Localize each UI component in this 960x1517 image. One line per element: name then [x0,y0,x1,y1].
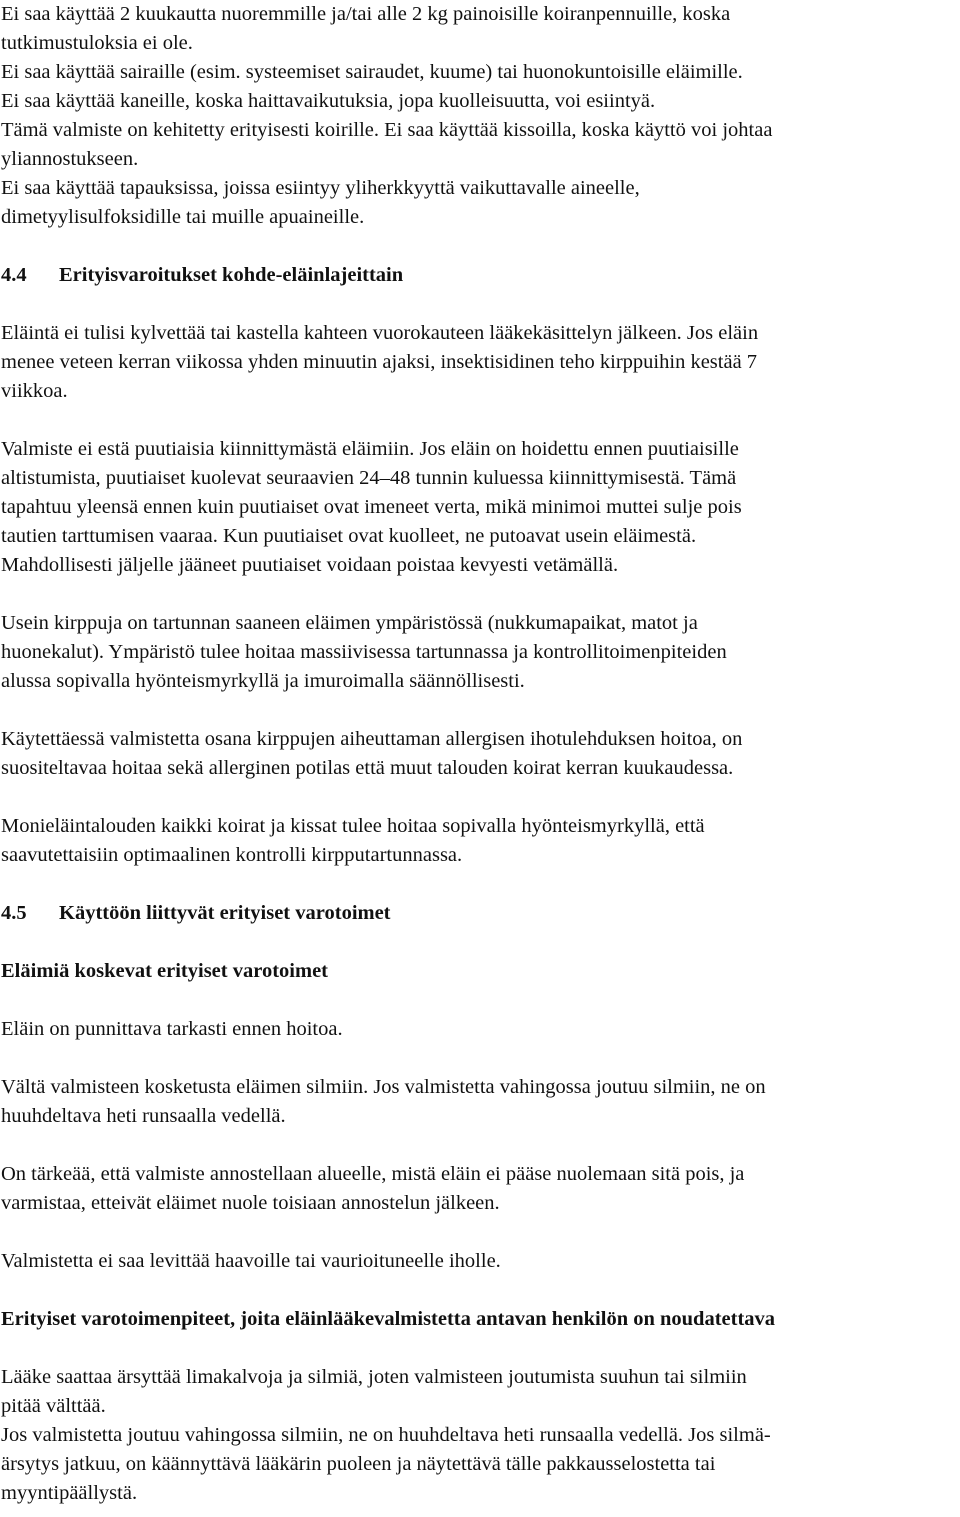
text-line: menee veteen kerran viikossa yhden minuutin ajaksi, insektisidinen teho kirppuihin kestää 7 [1,351,758,373]
paragraph [1,1073,959,1131]
subheading-animal-precautions: Eläimiä koskevat erityiset varotoimet [1,960,328,982]
text-line: pitää välttää. [1,1395,106,1417]
section-number: 4.4 [1,264,27,286]
text-line: Tämä valmiste on kehitetty erityisesti koirille. Ei saa käyttää kissoilla, koska käyttö voi johtaa [1,119,773,141]
text-line: huonekalut). Ympäristö tulee hoitaa massiivisessa tartunnassa ja kontrollitoimenpiteiden [1,641,727,663]
text-line: altistumista, puutiaiset kuolevat seuraavien 24–48 tunnin kuluessa kiinnittymisestä. Tämä [1,467,737,489]
text-line: Eläintä ei tulisi kylvettää tai kastella kahteen vuorokauteen lääkekäsittelyn jälkeen. Jos eläin [1,322,759,344]
text-line: yliannostukseen. [1,148,139,170]
text-line: tutkimustuloksia ei ole. [1,32,193,54]
text-line: Valmistetta ei saa levittää haavoille tai vaurioituneelle iholle. [1,1250,501,1272]
section-heading-4-5 [1,899,959,928]
text-line: Vältä valmisteen kosketusta eläimen silmiin. Jos valmistetta vahingossa joutuu silmiin, ne on [1,1076,766,1098]
text-line: alussa sopivalla hyönteismyrkyllä ja imuroimalla säännöllisesti. [1,670,525,692]
text-line: varmistaa, etteivät eläimet nuole toisiaan annostelun jälkeen. [1,1192,500,1214]
subheading-handler-precautions: Erityiset varotoimenpiteet, joita eläinlääkevalmistetta antavan henkilön on noudatettava [1,1308,776,1330]
text-line: myyntipäällystä. [1,1482,138,1504]
paragraph [1,609,959,696]
text-line: Ei saa käyttää tapauksissa, joissa esiintyy yliherkkyyttä vaikuttavalle aineelle, [1,177,640,199]
text-line: Valmiste ei estä puutiaisia kiinnittymästä eläimiin. Jos eläin on hoidettu ennen puutiaisille [1,438,739,460]
text-line: tapahtuu yleensä ennen kuin puutiaiset ovat imeneet verta, mikä minimoi muttei sulje pois [1,496,742,518]
paragraph [1,435,959,580]
paragraph [1,1160,959,1218]
section-title: Erityisvaroitukset kohde-eläinlajeittain [59,264,404,286]
text-line: Jos valmistetta joutuu vahingossa silmiin, ne on huuhdeltava heti runsaalla vedellä. Jos silmä- [1,1424,771,1446]
section-title: Käyttöön liittyvät erityiset varotoimet [59,902,391,924]
text-line: tautien tarttumisen vaaraa. Kun puutiaiset ovat kuolleet, ne putoavat usein eläimestä. [1,525,697,547]
text-line: viikkoa. [1,380,68,402]
paragraph [1,1247,959,1276]
paragraph [1,1363,959,1508]
text-line: Ei saa käyttää 2 kuukautta nuoremmille ja/tai alle 2 kg painoisille koiranpennuille, koska [1,3,731,25]
paragraph [1,319,959,406]
text-line: Ei saa käyttää sairaille (esim. systeemiset sairaudet, kuume) tai huonokuntoisille eläimille. [1,61,743,83]
text-line: ärsytys jatkuu, on käännyttävä lääkärin puoleen ja näytettävä tälle pakkausselostetta tai [1,1453,716,1475]
contraindications-block [1,0,959,232]
text-line: huuhdeltava heti runsaalla vedellä. [1,1105,286,1127]
text-line: dimetyylisulfoksidille tai muille apuaineille. [1,206,365,228]
paragraph [1,1015,959,1044]
text-line: On tärkeää, että valmiste annostellaan alueelle, mistä eläin ei pääse nuolemaan sitä pois, ja [1,1163,745,1185]
paragraph [1,812,959,870]
text-line: Monieläintalouden kaikki koirat ja kissat tulee hoitaa sopivalla hyönteismyrkyllä, että [1,815,705,837]
text-line: Lääke saattaa ärsyttää limakalvoja ja silmiä, joten valmisteen joutumista suuhun tai silmiin [1,1366,747,1388]
text-line: Ei saa käyttää kaneille, koska haittavaikutuksia, jopa kuolleisuutta, voi esiintyä. [1,90,656,112]
text-line: Käytettäessä valmistetta osana kirppujen aiheuttaman allergisen ihotulehduksen hoitoa, on [1,728,743,750]
text-line: Usein kirppuja on tartunnan saaneen eläimen ympäristössä (nukkumapaikat, matot ja [1,612,698,634]
paragraph [1,725,959,783]
text-line: suositeltavaa hoitaa sekä allerginen potilas että muut talouden koirat kerran kuukaudessa. [1,757,734,779]
text-line: Eläin on punnittava tarkasti ennen hoitoa. [1,1018,343,1040]
text-line: Mahdollisesti jäljelle jääneet puutiaiset voidaan poistaa kevyesti vetämällä. [1,554,619,576]
section-heading-4-4 [1,261,959,290]
section-number: 4.5 [1,902,27,924]
text-line: saavutettaisiin optimaalinen kontrolli kirpputartunnassa. [1,844,463,866]
